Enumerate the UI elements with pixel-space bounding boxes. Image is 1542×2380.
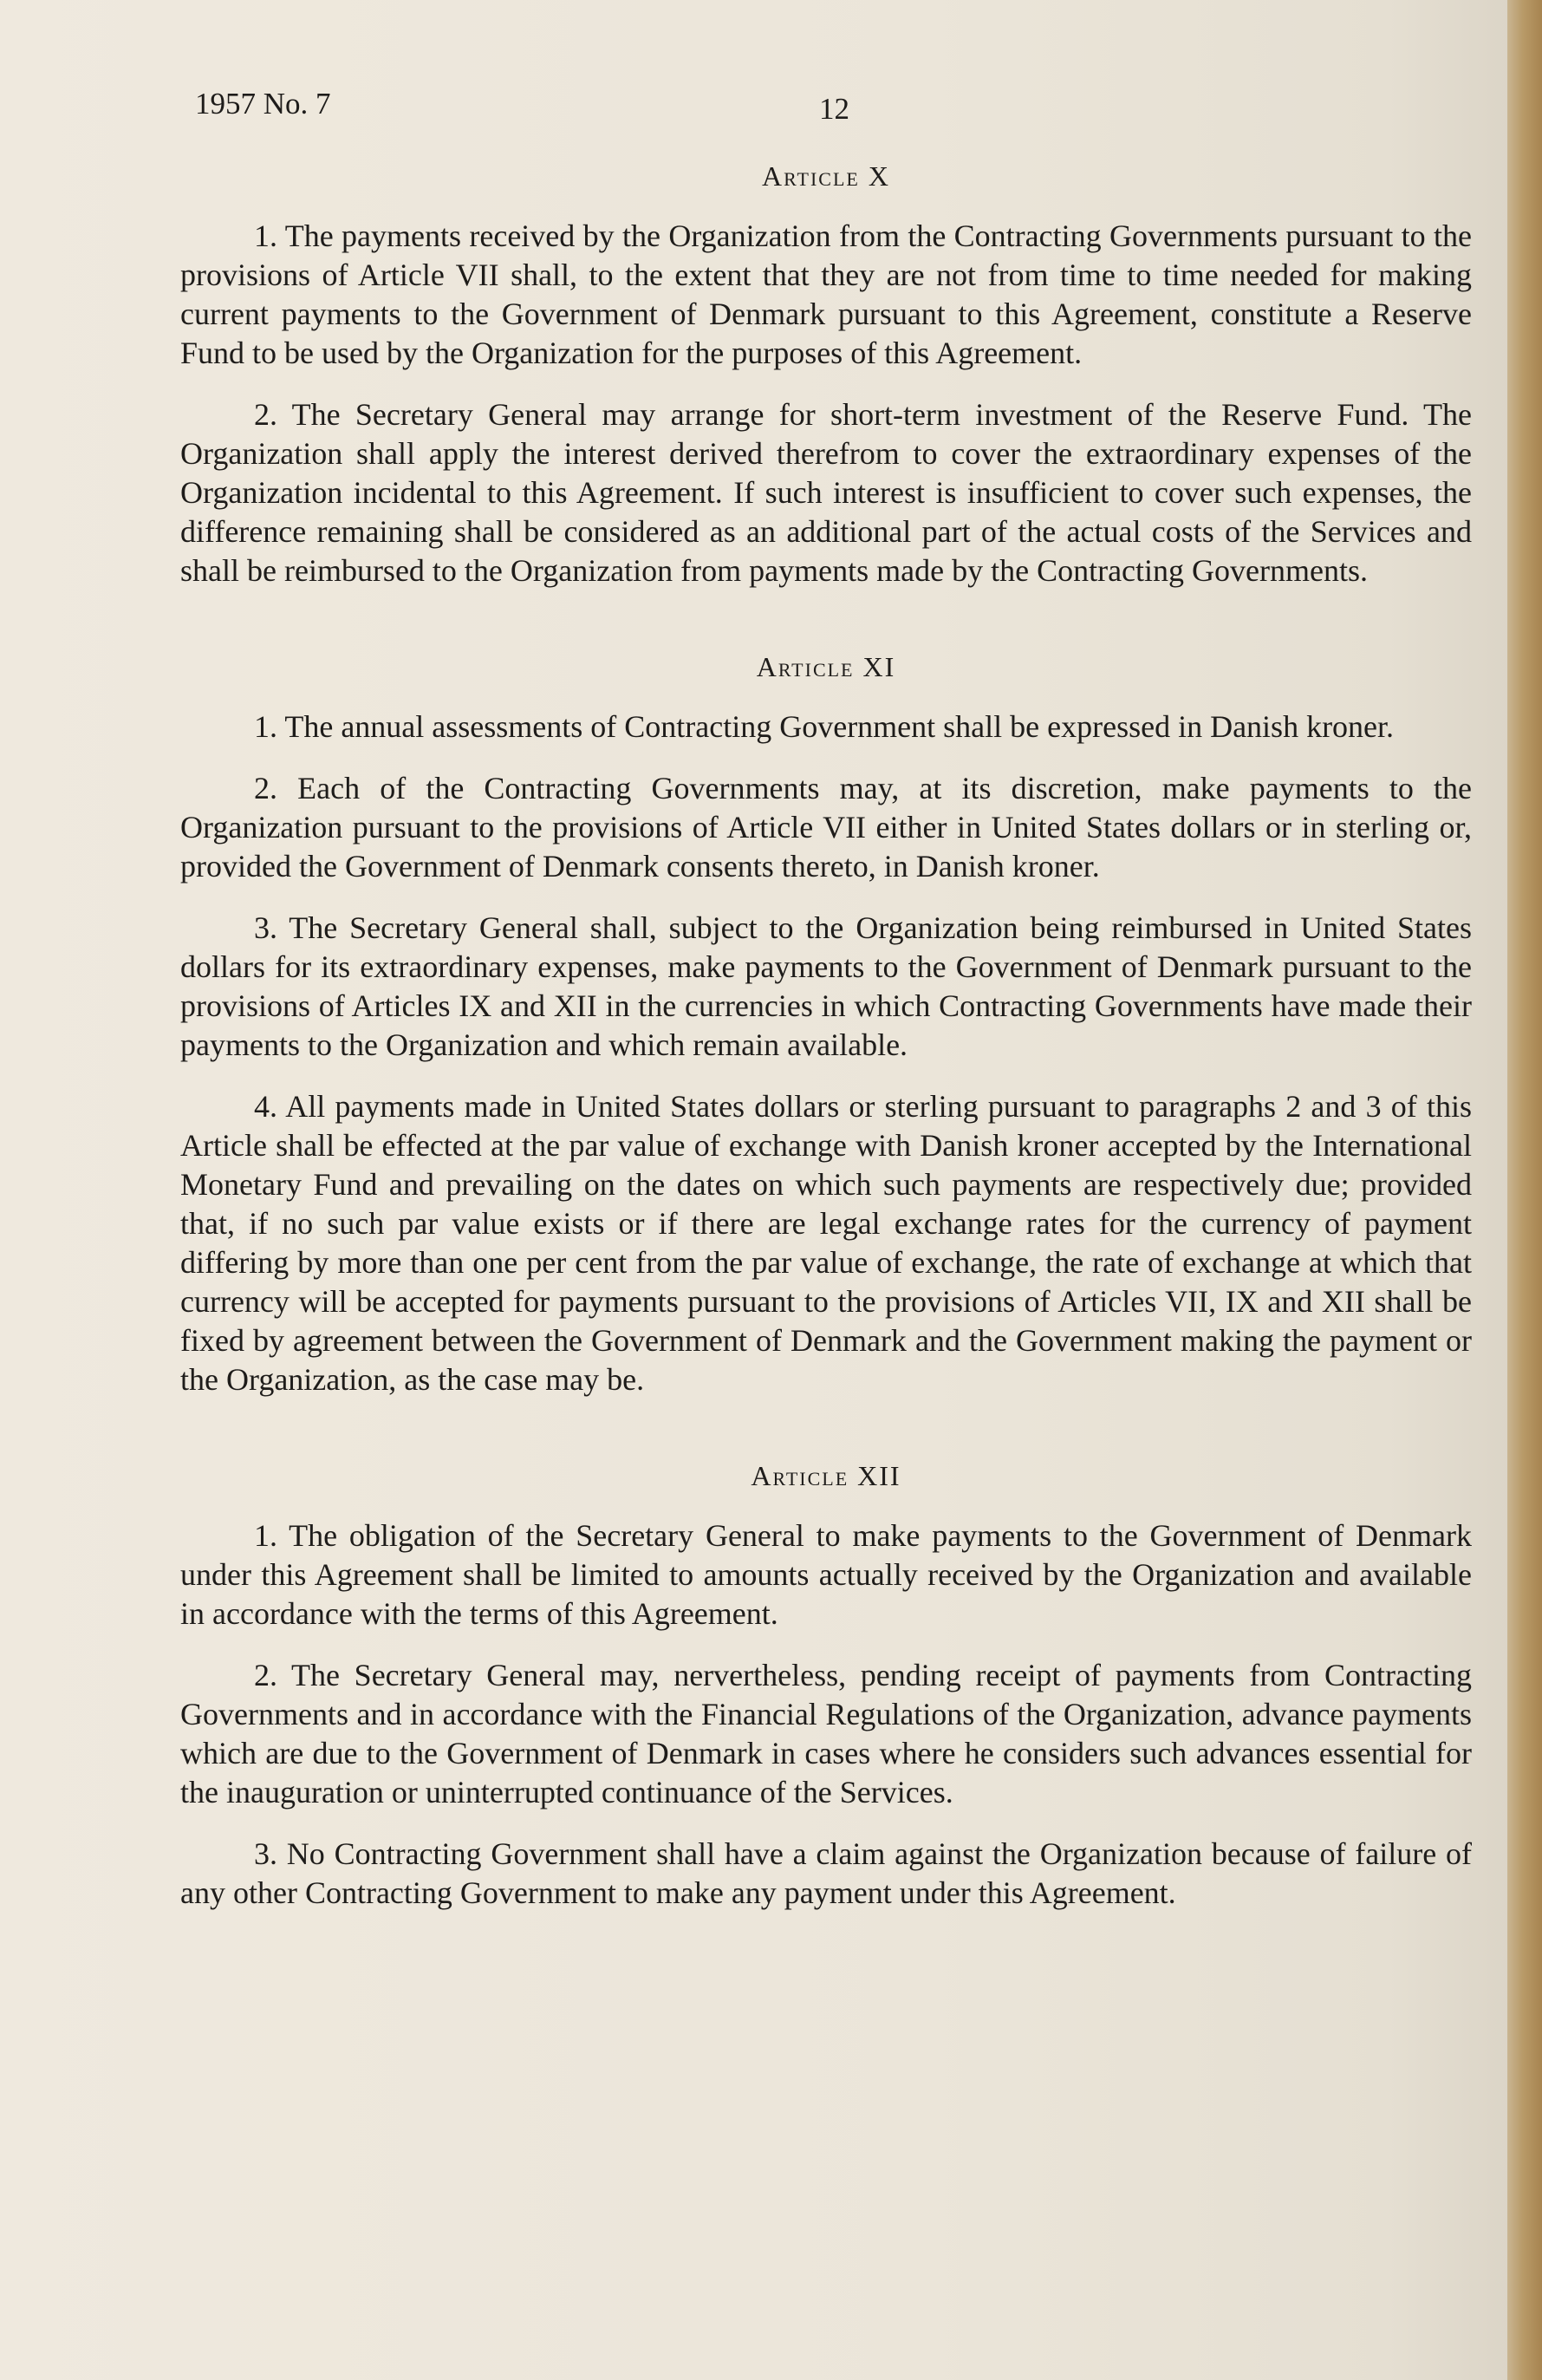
article-xii-paragraph-3: 3. No Contracting Government shall have a claim against the Organization because of failure of any other Contracting Government to make any payment under this Agreement.	[180, 1836, 1472, 1910]
article-xii-paragraph-1: 1. The obligation of the Secretary General to make payments to the Government of Denmark under this Agreement shall be limited to amounts actually received by the Organization and available in accordance with the terms of this Agreement.	[180, 1518, 1472, 1631]
article-xii-heading: Article XII	[751, 1460, 901, 1491]
document-reference: 1957 No. 7	[195, 87, 331, 121]
page-number: 12	[819, 92, 849, 126]
book-spine-edge	[1507, 0, 1542, 2380]
article-x-paragraph-2: 2. The Secretary General may arrange for short-term investment of the Reserve Fund. The Organization shall apply the interest derived therefrom to cover the extraordinary expenses of the Organization incidental to this Agreement. If such interest is insufficient to cover such expenses, the difference remaining shall be considered as an additional part of the actual costs of the Services and shall be reimbursed to the Organization from payments made by the Contracting Governments.	[180, 397, 1472, 588]
article-xi-paragraph-2: 2. Each of the Contracting Governments may, at its discretion, make payments to the Organization pursuant to the provisions of Article VII either in United States dollars or in sterling or, provided the Government of Denmark consents thereto, in Danish kroner.	[180, 771, 1472, 884]
article-xi-heading: Article XI	[756, 651, 896, 682]
article-x-heading: Article X	[762, 160, 890, 192]
page-body	[180, 160, 1472, 1935]
page-header	[195, 87, 1495, 130]
article-xi-paragraph-1: 1. The annual assessments of Contracting Government shall be expressed in Danish kroner.	[254, 709, 1395, 744]
article-xii-paragraph-2: 2. The Secretary General may, nervertheless, pending receipt of payments from Contracting Governments and in accordance with the Financial Regulations of the Organization, advance payments which are due to the Government of Denmark in cases where he considers such advances essential for the inauguration or uninterrupted continuance of the Services.	[180, 1658, 1472, 1809]
article-xi-paragraph-3: 3. The Secretary General shall, subject to the Organization being reimbursed in United States dollars for its extraordinary expenses, make payments to the Government of Denmark pursuant to the provisions of Articles IX and XII in the currencies in which Contracting Governments have made their payments to the Organization and which remain available.	[180, 910, 1472, 1062]
article-x-paragraph-1: 1. The payments received by the Organization from the Contracting Governments pursuant to the provisions of Article VII shall, to the extent that they are not from time to time needed for making current payments to the Government of Denmark pursuant to this Agreement, constitute a Reserve Fund to be used by the Organization for the purposes of this Agreement.	[180, 218, 1472, 370]
article-xi-paragraph-4: 4. All payments made in United States dollars or sterling pursuant to paragraphs 2 and 3 of this Article shall be effected at the par value of exchange with Danish kroner accepted by the International Monetary Fund and prevailing on the dates on which such payments are respectively due; provided that, if no such par value exists or if there are legal exchange rates for the currency of payment differing by more than one per cent from the par value of exchange, the rate of exchange at which that currency will be accepted for payments pursuant to the provisions of Articles VII, IX and XII shall be fixed by agreement between the Government of Denmark and the Government making the payment or the Organization, as the case may be.	[180, 1089, 1472, 1397]
